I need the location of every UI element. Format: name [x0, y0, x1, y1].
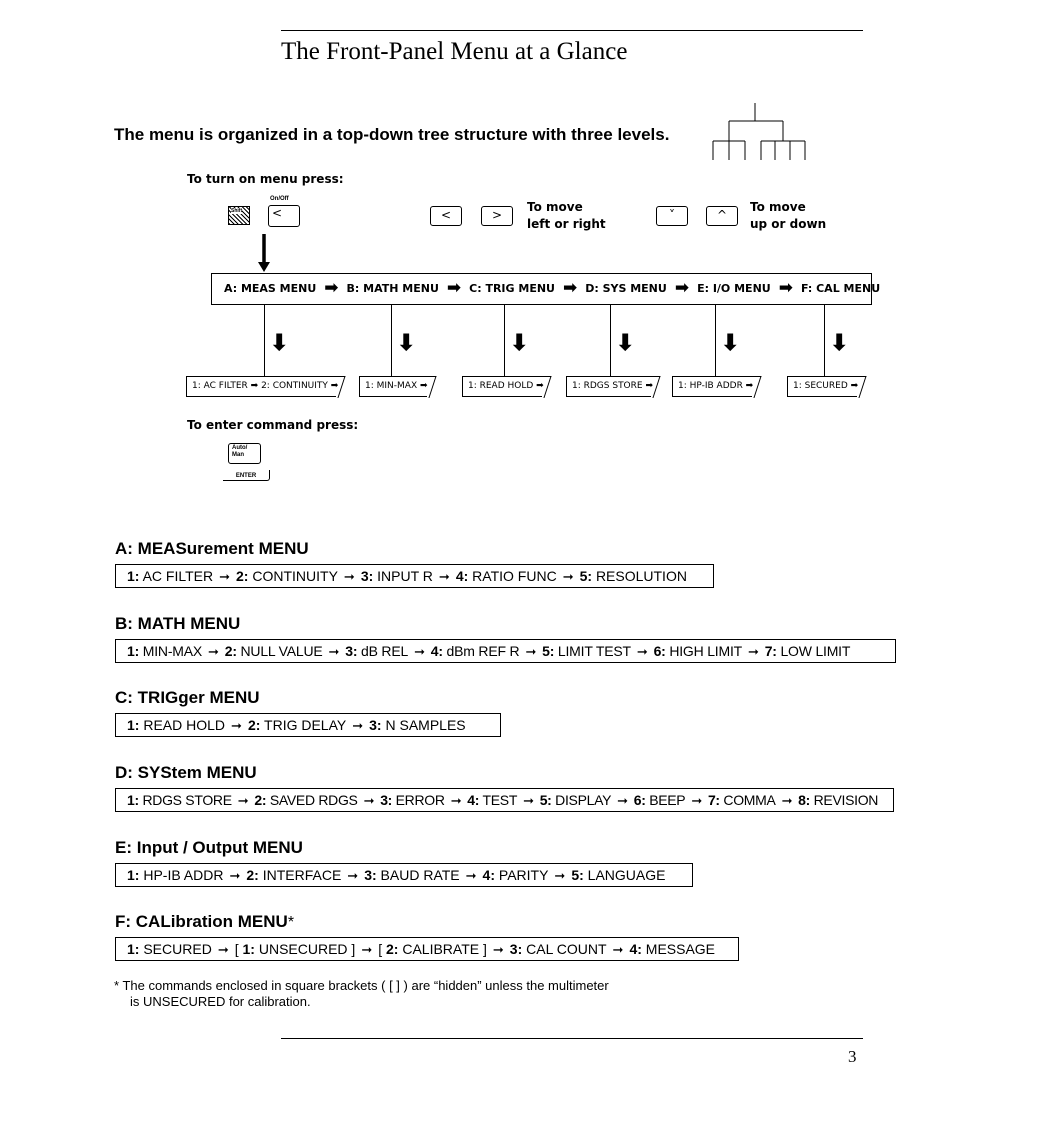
- menu-item: 1: READ HOLD: [127, 717, 226, 733]
- menu-item: 1: SECURED: [127, 941, 212, 957]
- down-arrow-icon: ⬇: [270, 330, 289, 355]
- auto-man-enter-key[interactable]: Auto/ Man: [228, 443, 261, 464]
- section-e-title: E: Input / Output MENU: [115, 838, 303, 857]
- shift-key[interactable]: Shift: [228, 206, 250, 225]
- connector-line: [610, 305, 611, 376]
- bottom-rule: [281, 1038, 863, 1039]
- right-arrow-icon: ➞: [748, 644, 759, 659]
- menu-item: 1: RDGS STORE: [127, 792, 232, 808]
- menu-item: 5: LANGUAGE: [571, 867, 666, 883]
- right-arrow-icon: ➞: [612, 942, 624, 957]
- move-ud-line1: To move: [750, 200, 806, 214]
- top-menu-row: [211, 273, 881, 305]
- menu-item: 3: dB REL: [345, 643, 409, 659]
- sub-item-meas: 1: AC FILTER ➡ 2: CONTINUITY ➡: [186, 376, 336, 397]
- connector-line: [504, 305, 505, 376]
- sub-item-trig: 1: READ HOLD ➡: [462, 376, 542, 397]
- sub-item-cal: 1: SECURED ➡: [787, 376, 857, 397]
- page-title: The Front-Panel Menu at a Glance: [281, 38, 628, 65]
- down-arrow-icon: ⬇: [510, 330, 529, 355]
- down-arrow-icon: [256, 234, 272, 274]
- right-arrow-icon: ➞: [781, 793, 793, 808]
- onoff-label: On/Off: [270, 196, 289, 202]
- sub-item-math: 1: MIN-MAX ➡: [359, 376, 427, 397]
- menu-item: 3: N SAMPLES: [369, 717, 466, 733]
- menu-item: 5: RESOLUTION: [579, 568, 687, 584]
- right-arrow-icon: ➞: [347, 868, 359, 883]
- menu-item: 5: LIMIT TEST: [542, 643, 631, 659]
- connector-line: [264, 305, 265, 376]
- menu-item: 5: DISPLAY: [539, 792, 612, 808]
- right-arrow-icon: ➞: [450, 793, 462, 808]
- right-arrow-icon: ➡: [446, 278, 462, 298]
- section-b-title: B: MATH MENU: [115, 614, 241, 633]
- right-arrow-icon: ➞: [343, 569, 355, 584]
- menu-item: 4: TEST: [467, 792, 518, 808]
- right-arrow-icon: ➞: [554, 868, 566, 883]
- menu-item: 3: ERROR: [380, 792, 445, 808]
- right-arrow-icon: ➞: [636, 644, 648, 659]
- enter-label: To enter command press:: [187, 418, 359, 432]
- connector-line: [715, 305, 716, 376]
- menu-item: 2: SAVED RDGS: [254, 792, 358, 808]
- menu-item: 2: INTERFACE: [246, 867, 342, 883]
- right-arrow-icon: ➞: [208, 644, 219, 659]
- down-arrow-icon: ⬇: [830, 330, 849, 355]
- top-menu-math: B: MATH MENU: [346, 282, 439, 295]
- menu-item: 7: COMMA: [707, 792, 776, 808]
- up-key[interactable]: ^: [706, 206, 738, 226]
- tree-structure-icon: [705, 103, 815, 163]
- down-arrow-icon: ⬇: [616, 330, 635, 355]
- right-arrow-icon: ➞: [231, 718, 242, 733]
- right-arrow-icon: ➞: [352, 718, 364, 733]
- section-c-title: C: TRIGger MENU: [115, 688, 260, 707]
- right-arrow-icon: ➞: [219, 569, 231, 584]
- section-d-items: [115, 788, 894, 812]
- section-b-items: [115, 639, 896, 663]
- right-arrow-icon: ➡: [562, 278, 578, 298]
- section-d-title: D: SYStem MENU: [115, 763, 257, 782]
- menu-item: 2: CONTINUITY: [236, 568, 338, 584]
- menu-item: [ 2: CALIBRATE ]: [378, 941, 487, 957]
- turn-on-label: To turn on menu press:: [187, 172, 344, 186]
- right-arrow-icon: ➞: [328, 644, 340, 659]
- right-arrow-icon: ➞: [217, 942, 229, 957]
- top-menu-meas: A: MEAS MENU: [224, 282, 317, 295]
- menu-item: 4: PARITY: [482, 867, 549, 883]
- menu-item: 6: HIGH LIMIT: [653, 643, 742, 659]
- menu-item: 4: RATIO FUNC: [455, 568, 557, 584]
- move-ud-line2: up or down: [750, 217, 827, 231]
- right-arrow-icon: ➡: [324, 278, 339, 298]
- page-number: 3: [848, 1047, 857, 1066]
- right-arrow-icon: ➞: [361, 942, 373, 957]
- right-arrow-icon: ➞: [691, 793, 702, 808]
- connector-line: [391, 305, 392, 376]
- right-arrow-icon: ➡: [778, 278, 793, 298]
- right-key[interactable]: >: [481, 206, 513, 226]
- menu-item: [ 1: UNSECURED ]: [234, 941, 356, 957]
- right-arrow-icon: ➞: [523, 793, 534, 808]
- menu-item: 4: MESSAGE: [629, 941, 716, 957]
- right-arrow-icon: ➞: [562, 569, 574, 584]
- right-arrow-icon: ➞: [465, 868, 477, 883]
- section-a-title: A: MEASurement MENU: [115, 539, 309, 558]
- menu-item: 3: INPUT R: [360, 568, 433, 584]
- footnote: * The commands enclosed in square brackets ( [ ] ) are “hidden” unless the multimeter is UNSECURED for calibration.: [114, 978, 609, 1009]
- menu-item: 1: HP-IB ADDR: [127, 867, 224, 883]
- section-a-items: [115, 564, 714, 588]
- menu-item: 8: REVISION: [798, 792, 879, 808]
- connector-line: [824, 305, 825, 376]
- sub-item-sys: 1: RDGS STORE ➡: [566, 376, 651, 397]
- down-key[interactable]: ˅: [656, 206, 688, 226]
- menu-item: 1: MIN-MAX: [127, 643, 203, 659]
- right-arrow-icon: ➞: [617, 793, 628, 808]
- sub-item-io: 1: HP-IB ADDR ➡: [672, 376, 752, 397]
- top-menu-trig: C: TRIG MENU: [469, 282, 555, 295]
- section-c-items: [115, 713, 501, 737]
- section-f-title: F: CALibration MENU*: [115, 912, 295, 931]
- menu-item: 4: dBm REF R: [430, 643, 520, 659]
- top-menu-sys: D: SYS MENU: [585, 282, 667, 295]
- left-key[interactable]: <: [430, 206, 462, 226]
- menu-item: 1: AC FILTER: [127, 568, 214, 584]
- right-arrow-icon: ➞: [237, 793, 249, 808]
- right-arrow-icon: ➞: [492, 942, 504, 957]
- menu-item: 2: NULL VALUE: [224, 643, 323, 659]
- top-menu-cal: F: CAL MENU: [800, 282, 881, 295]
- down-arrow-icon: ⬇: [397, 330, 416, 355]
- section-e-items: [115, 863, 693, 887]
- right-arrow-icon: ➞: [363, 793, 375, 808]
- move-lr-line1: To move: [527, 200, 583, 214]
- top-menu-io: E: I/O MENU: [697, 282, 771, 295]
- right-arrow-icon: ➞: [438, 569, 450, 584]
- top-rule: [281, 30, 863, 31]
- intro-text: The menu is organized in a top-down tree structure with three levels.: [114, 125, 670, 144]
- menu-item: 6: BEEP: [633, 792, 686, 808]
- right-arrow-icon: ➞: [229, 868, 241, 883]
- section-f-items: [115, 937, 739, 961]
- menu-onoff-key[interactable]: <: [268, 205, 300, 227]
- move-lr-line2: left or right: [527, 217, 606, 231]
- menu-item: 7: LOW LIMIT: [764, 643, 851, 659]
- menu-item: 3: BAUD RATE: [364, 867, 460, 883]
- menu-item: 3: CAL COUNT: [509, 941, 607, 957]
- down-arrow-icon: ⬇: [721, 330, 740, 355]
- right-arrow-icon: ➞: [414, 644, 425, 659]
- right-arrow-icon: ➞: [525, 644, 537, 659]
- enter-key-label: ENTER: [223, 470, 270, 481]
- right-arrow-icon: ➡: [674, 278, 690, 298]
- menu-item: 2: TRIG DELAY: [247, 717, 347, 733]
